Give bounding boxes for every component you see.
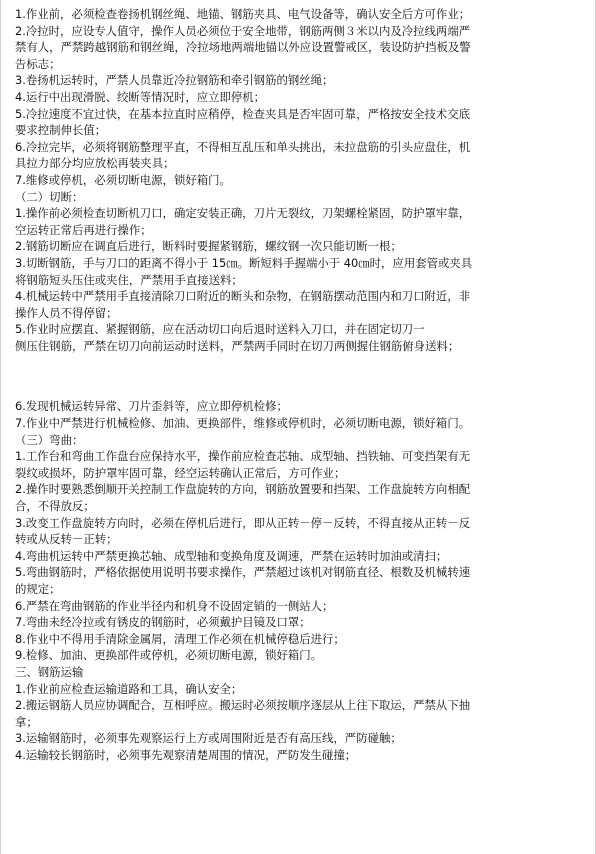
document-line: 3.运输钢筋时，必须事先观察运行上方或周围附近是否有高压线，严防碰触； bbox=[15, 731, 402, 746]
document-line: 7.作业中严禁进行机械检修、加油、更换部件，维修或停机时，必须切断电源，锁好箱门。 bbox=[15, 416, 471, 431]
document-line: 3.切断钢筋，手与刀口的距离不得小于 15㎝。断短料手握端小于 40㎝时，应用套管或夹具 bbox=[15, 255, 473, 270]
document-line: 2.操作时要熟悉倒顺开关控制工作盘旋转的方向，钢筋放置要和挡架、工作盘旋转方向相配 bbox=[15, 482, 471, 497]
document-line: 7.维修或停机，必须切断电源，锁好箱门。 bbox=[15, 172, 231, 187]
document-line: （三）弯曲： bbox=[15, 432, 84, 447]
document-line: 9.检修、加油、更换部件或停机，必须切断电源，锁好箱门。 bbox=[15, 648, 323, 663]
document-line: 1.作业前，必须检查卷扬机钢丝绳、地锚、钢筋夹具、电气设备等，确认安全后方可作业； bbox=[15, 7, 471, 21]
document-line: 3.改变工作盘旋转方向时，必须在停机后进行，即从正转－停－反转，不得直接从正转－反 bbox=[15, 515, 471, 530]
document-line: 要求控制伸长值； bbox=[15, 123, 107, 138]
document-line: 4.机械运转中严禁用手直接清除刀口附近的断头和杂物，在钢筋摆动范围内和刀口附近，非 bbox=[15, 289, 471, 304]
document-line: 2.钢筋切断应在调直后进行，断料时要握紧钢筋，螺纹钢一次只能切断一根； bbox=[15, 239, 402, 254]
document-line: 三、钢筋运输 bbox=[15, 664, 84, 679]
document-line: 7.弯曲未经冷拉或有锈皮的钢筋时，必须戴护目镜及口罩； bbox=[15, 615, 311, 630]
document-line: 将钢筋短头压住或夹住，严禁用手直接送料； bbox=[15, 272, 243, 287]
document-line: 禁有人，严禁跨越钢筋和钢丝绳，冷拉场地两端地锚以外应设置警戒区，装设防护挡板及警 bbox=[15, 40, 471, 55]
document-line: 操作人员不得停留； bbox=[15, 305, 118, 320]
document-line: 具拉力部分均应放松再装夹具； bbox=[15, 156, 175, 171]
document-line: 4.运行中出现滑脱、绞断等情况时，应立即停机； bbox=[15, 89, 266, 104]
document-line: 5.作业时应摆直、紧握钢筋，应在活动切口向后退时送料入刀口，并在固定切刀一 bbox=[15, 322, 425, 337]
document-body bbox=[15, 6, 587, 764]
document-line: 拿； bbox=[15, 714, 38, 729]
document-line: 6.严禁在弯曲钢筋的作业半径内和机身不设固定销的一侧站人； bbox=[15, 598, 334, 613]
document-line: 的规定； bbox=[15, 582, 61, 596]
document-line: 6.发现机械运转异常、刀片歪斜等，应立即停机检修； bbox=[15, 399, 288, 414]
document-line: 3.卷扬机运转时，严禁人员靠近冷拉钢筋和牵引钢筋的钢丝绳； bbox=[15, 73, 334, 88]
document-line: 4.弯曲机运转中严禁更换芯轴、成型轴和变换角度及调速，严禁在运转时加油或清扫； bbox=[15, 548, 448, 563]
document-line: 5.弯曲钢筋时，严格依据使用说明书要求操作，严禁超过该机对钢筋直径、根数及机械转速 bbox=[15, 565, 471, 580]
document-line: 4.运输较长钢筋时，必须事先观察清楚周围的情况，严防发生碰撞； bbox=[15, 747, 357, 762]
document-line: 空运转正常后再进行操作； bbox=[15, 222, 152, 237]
blank-line bbox=[15, 354, 587, 398]
document-line: 侧压住钢筋，严禁在切刀向前运动时送料，严禁两手同时在切刀两侧握住钢筋俯身送料； bbox=[15, 338, 460, 353]
document-line: 2.冷拉时，应设专人值守，操作人员必须位于安全地带，钢筋两侧３米以内及冷拉线两端严 bbox=[15, 23, 471, 38]
document-line: 告标志； bbox=[15, 56, 61, 71]
document-line: 1.工作台和弯曲工作盘台应保持水平，操作前应检查芯轴、成型轴、挡铁轴、可变挡架有无 bbox=[15, 449, 471, 464]
document-line: 6.冷拉完毕，必须将钢筋整理平直，不得相互乱压和单头挑出，未拉盘筋的引头应盘住，机 bbox=[15, 139, 471, 154]
document-line: 5.冷拉速度不宜过快，在基本拉直时应稍停，检查夹具是否牢固可靠，严格按安全技术交底 bbox=[15, 106, 471, 121]
document-line: 1.作业前应检查运输道路和工具，确认安全； bbox=[15, 681, 243, 696]
document-line: 8.作业中不得用手清除金属屑，清理工作必须在机械停稳后进行； bbox=[15, 631, 345, 646]
document-line: 转或从反转－正转； bbox=[15, 532, 118, 547]
document-line: （二）切断： bbox=[15, 189, 84, 204]
document-line: 1.操作前必须检查切断机刀口，确定安装正确，刀片无裂纹，刀架螺栓紧固，防护罩牢靠， bbox=[15, 206, 471, 221]
document-line: 合，不得放反； bbox=[15, 499, 95, 514]
document-line: 裂纹或损坏，防护罩牢固可靠，经空运转确认正常后，方可作业； bbox=[15, 465, 346, 480]
document-line: 2.搬运钢筋人员应协调配合，互相呼应。搬运时必须按顺序逐层从上往下取运，严禁从下抽 bbox=[15, 698, 471, 713]
